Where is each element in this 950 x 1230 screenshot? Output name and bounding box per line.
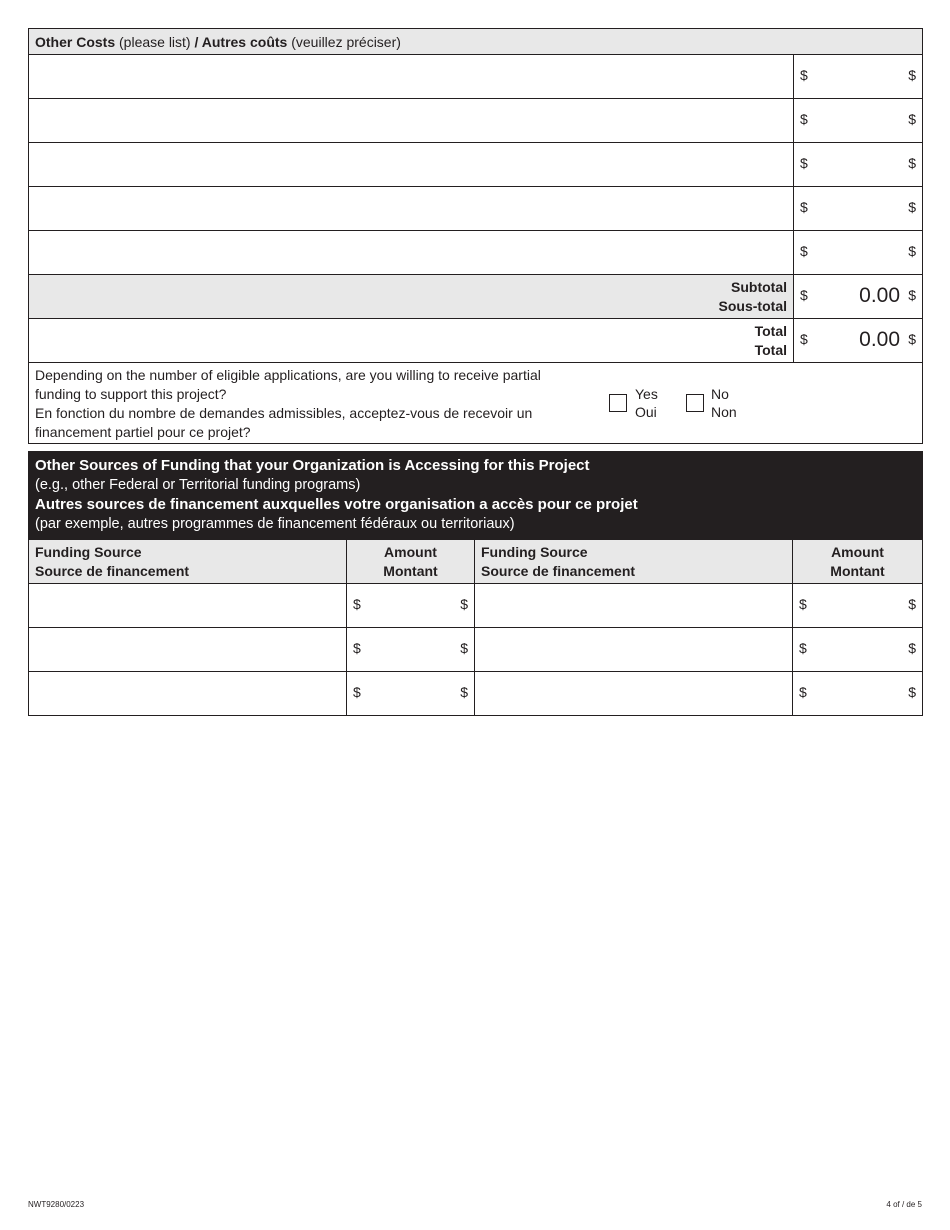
yes-label: Yes Oui [635,386,658,420]
funding-source-column-header: Funding Source Source de financement [29,540,347,584]
funding-amount-field[interactable]: $ $ [793,584,923,628]
no-label: No Non [711,386,737,420]
other-cost-description-field[interactable] [29,187,794,231]
other-funding-sources-table [28,451,923,716]
total-value: $ 0.00 $ [794,319,923,363]
yes-checkbox[interactable] [609,394,627,412]
funding-source-field[interactable] [29,584,347,628]
other-sources-header: Other Sources of Funding that your Organization is Accessing for this Project (e.g., other Federal or Territorial funding programs) Autres sources de financement auxquelles votre organisation a accès pour ce projet (par exemple, autres programmes de financement fédéraux ou territoriaux) [29,452,923,540]
amount-column-header: Amount Montant [347,540,475,584]
other-cost-description-field[interactable] [29,55,794,99]
funding-amount-field[interactable]: $ $ [793,628,923,672]
total-label: Total Total [29,319,794,363]
page-number: 4 of / de 5 [886,1200,922,1209]
other-cost-description-field[interactable] [29,99,794,143]
other-cost-amount-field[interactable]: $ $ [794,231,923,275]
funding-source-field[interactable] [475,584,793,628]
other-cost-description-field[interactable] [29,143,794,187]
funding-amount-field[interactable]: $ $ [347,628,475,672]
funding-source-column-header: Funding Source Source de financement [475,540,793,584]
other-cost-description-field[interactable] [29,231,794,275]
partial-funding-text: Depending on the number of eligible applications, are you willing to receive partial funding to support this project? En fonction du nombre de demandes admissibles, acceptez-vous de recevoir un financement partiel pour ce projet? [35,367,541,440]
form-id: NWT9280/0223 [28,1200,85,1209]
subtotal-label: Subtotal Sous-total [29,275,794,319]
funding-amount-field[interactable]: $ $ [793,672,923,716]
funding-source-field[interactable] [475,672,793,716]
subtotal-value: $ 0.00 $ [794,275,923,319]
budget-form-page [28,28,922,716]
other-cost-amount-field[interactable]: $ $ [794,187,923,231]
other-cost-amount-field[interactable]: $ $ [794,55,923,99]
other-cost-amount-field[interactable]: $ $ [794,143,923,187]
other-costs-table [28,28,923,444]
other-cost-amount-field[interactable]: $ $ [794,99,923,143]
funding-source-field[interactable] [29,628,347,672]
no-checkbox[interactable] [686,394,704,412]
funding-source-field[interactable] [475,628,793,672]
amount-column-header: Amount Montant [793,540,923,584]
funding-amount-field[interactable]: $ $ [347,584,475,628]
partial-funding-question [29,363,923,444]
funding-amount-field[interactable]: $ $ [347,672,475,716]
funding-source-field[interactable] [29,672,347,716]
other-costs-header: Other Costs (please list) / Autres coûts (veuillez préciser) [29,29,923,55]
